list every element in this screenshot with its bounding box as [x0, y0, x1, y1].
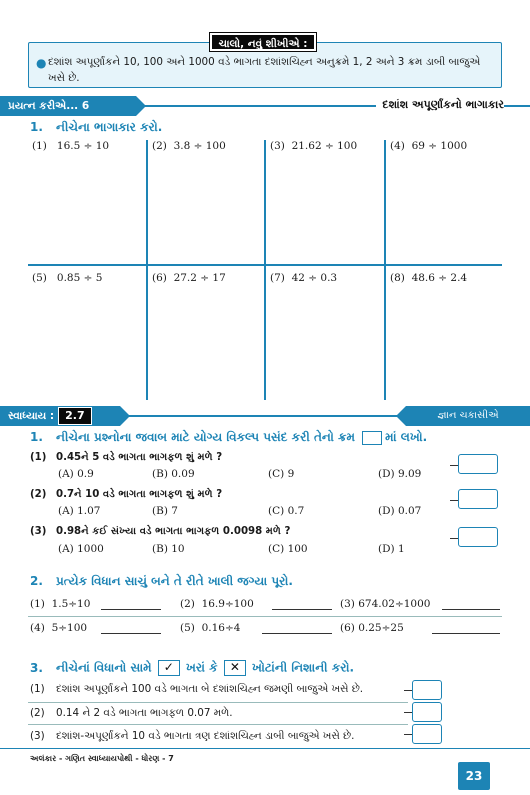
practice-item: (5) 0.85 ÷ 5: [32, 272, 103, 284]
mcq-opt[interactable]: (A) 0.9: [58, 468, 94, 480]
swadhyay-tag: સ્વાધ્યાય : 2.7: [0, 406, 120, 426]
fill-item: (6) 0.25÷25: [340, 622, 404, 634]
fill-question: 2. પ્રત્યેક વિધાન સાચું બને તે રીતે ખાલી જગ્યા પૂરો.: [30, 574, 293, 588]
mcq-opt[interactable]: (D) 9.09: [378, 468, 422, 480]
fill-item: (5) 0.16÷4: [180, 622, 241, 634]
fill-item: (2) 16.9÷100: [180, 598, 254, 610]
mcq-opt[interactable]: (C) 0.7: [268, 505, 305, 517]
swadhyay-right-title: જ્ઞાન ચકાસીએ: [406, 406, 530, 426]
practice-item: (8) 48.6 ÷ 2.4: [390, 272, 468, 284]
mcq-opt[interactable]: (A) 1.07: [58, 505, 101, 517]
mcq-opt[interactable]: (A) 1000: [58, 543, 104, 555]
learn-text: દશાંશ અપૂર્ણાંકને 10, 100 અને 1000 વડે ભાગતા દશાંશચિહ્ન અનુક્રમે 1, 2 અને 3 ક્રમ ડાબી બાજુએ ખસે છે.: [48, 56, 481, 84]
fill-item: (3) 674.02÷1000: [340, 598, 431, 610]
practice-item: (7) 42 ÷ 0.3: [270, 272, 338, 284]
practice-item: (1) 16.5 ÷ 10: [32, 140, 110, 152]
mcq-question: 1. નીચેના પ્રશ્નોના જવાબ માટે યોગ્ય વિકલ્પ પસંદ કરી તેનો ક્રમ માં લખો.: [30, 430, 428, 444]
practice-item: (6) 27.2 ÷ 17: [152, 272, 226, 284]
footer: [0, 748, 530, 795]
answer-box[interactable]: [458, 454, 498, 474]
learn-title: ચાલો, નવું શીખીએ :: [210, 33, 316, 51]
fill-item: (4) 5÷100: [30, 622, 88, 634]
tf-item: (2) 0.14 ને 2 વડે ભાગતા ભાગફળ 0.07 મળે.: [30, 707, 233, 719]
tf-answer-box[interactable]: [412, 724, 442, 744]
tf-item: (1) દશાંશ અપૂર્ણાંકને 100 વડે ભાગતા બે દશાંશચિહ્ન જમણી બાજુએ ખસે છે.: [30, 683, 364, 695]
answer-box[interactable]: [458, 489, 498, 509]
practice-grid: [28, 136, 502, 406]
answer-box[interactable]: [458, 527, 498, 547]
tf-item: (3) દશાંશ-અપૂર્ણાંકને 10 વડે ભાગતા ત્રણ દશાંશચિહ્ન ડાબી બાજુએ ખસે છે.: [30, 730, 355, 742]
practice-question: 1. નીચેના ભાગાકાર કરો.: [30, 120, 163, 134]
bullet-icon: ●: [36, 56, 47, 70]
tf-answer-box[interactable]: [412, 702, 442, 722]
mcq-opt[interactable]: (B) 7: [152, 505, 178, 517]
page-number: 23: [458, 762, 490, 790]
swadhyay-number: 2.7: [58, 407, 92, 425]
mcq-q1: (1) 0.45ને 5 વડે ભાગતા ભાગફળ શું મળે ?: [30, 452, 223, 463]
mcq-q2: (2) 0.7ને 10 વડે ભાગતા ભાગફળ શું મળે ?: [30, 489, 223, 500]
check-icon: ✓: [158, 660, 180, 676]
tf-question: 3. નીચેનાં વિધાનો સામે ✓ ખરાં કે ✕ ખોટાંની નિશાની કરો.: [30, 660, 354, 675]
practice-bar: [0, 96, 530, 116]
practice-tag: પ્રયત્ન કરીએ... 6: [0, 96, 136, 116]
practice-item: (3) 21.62 ÷ 100: [270, 140, 358, 152]
mcq-opt[interactable]: (C) 100: [268, 543, 308, 555]
mcq-q3: (3) 0.98ને કઈ સંખ્યા વડે ભાગતા ભાગફળ 0.0098 મળે ?: [30, 526, 291, 537]
practice-right-title: દશાંશ અપૂર્ણાંકનો ભાગાકાર: [376, 98, 504, 112]
fill-item: (1) 1.5÷10: [30, 598, 91, 610]
mcq-opt[interactable]: (D) 1: [378, 543, 405, 555]
tf-answer-box[interactable]: [412, 680, 442, 700]
practice-item: (4) 69 ÷ 1000: [390, 140, 468, 152]
swadhyay-bar: [0, 406, 530, 426]
mcq-opt[interactable]: (C) 9: [268, 468, 295, 480]
mcq-opt[interactable]: (B) 0.09: [152, 468, 195, 480]
mcq-opt[interactable]: (B) 10: [152, 543, 185, 555]
footer-text: અલંકાર - ગણિત સ્વાધ્યાયપોથી - ધોરણ - 7: [30, 754, 174, 763]
cross-icon: ✕: [224, 660, 246, 676]
mcq-opt[interactable]: (D) 0.07: [378, 505, 422, 517]
practice-item: (2) 3.8 ÷ 100: [152, 140, 226, 152]
